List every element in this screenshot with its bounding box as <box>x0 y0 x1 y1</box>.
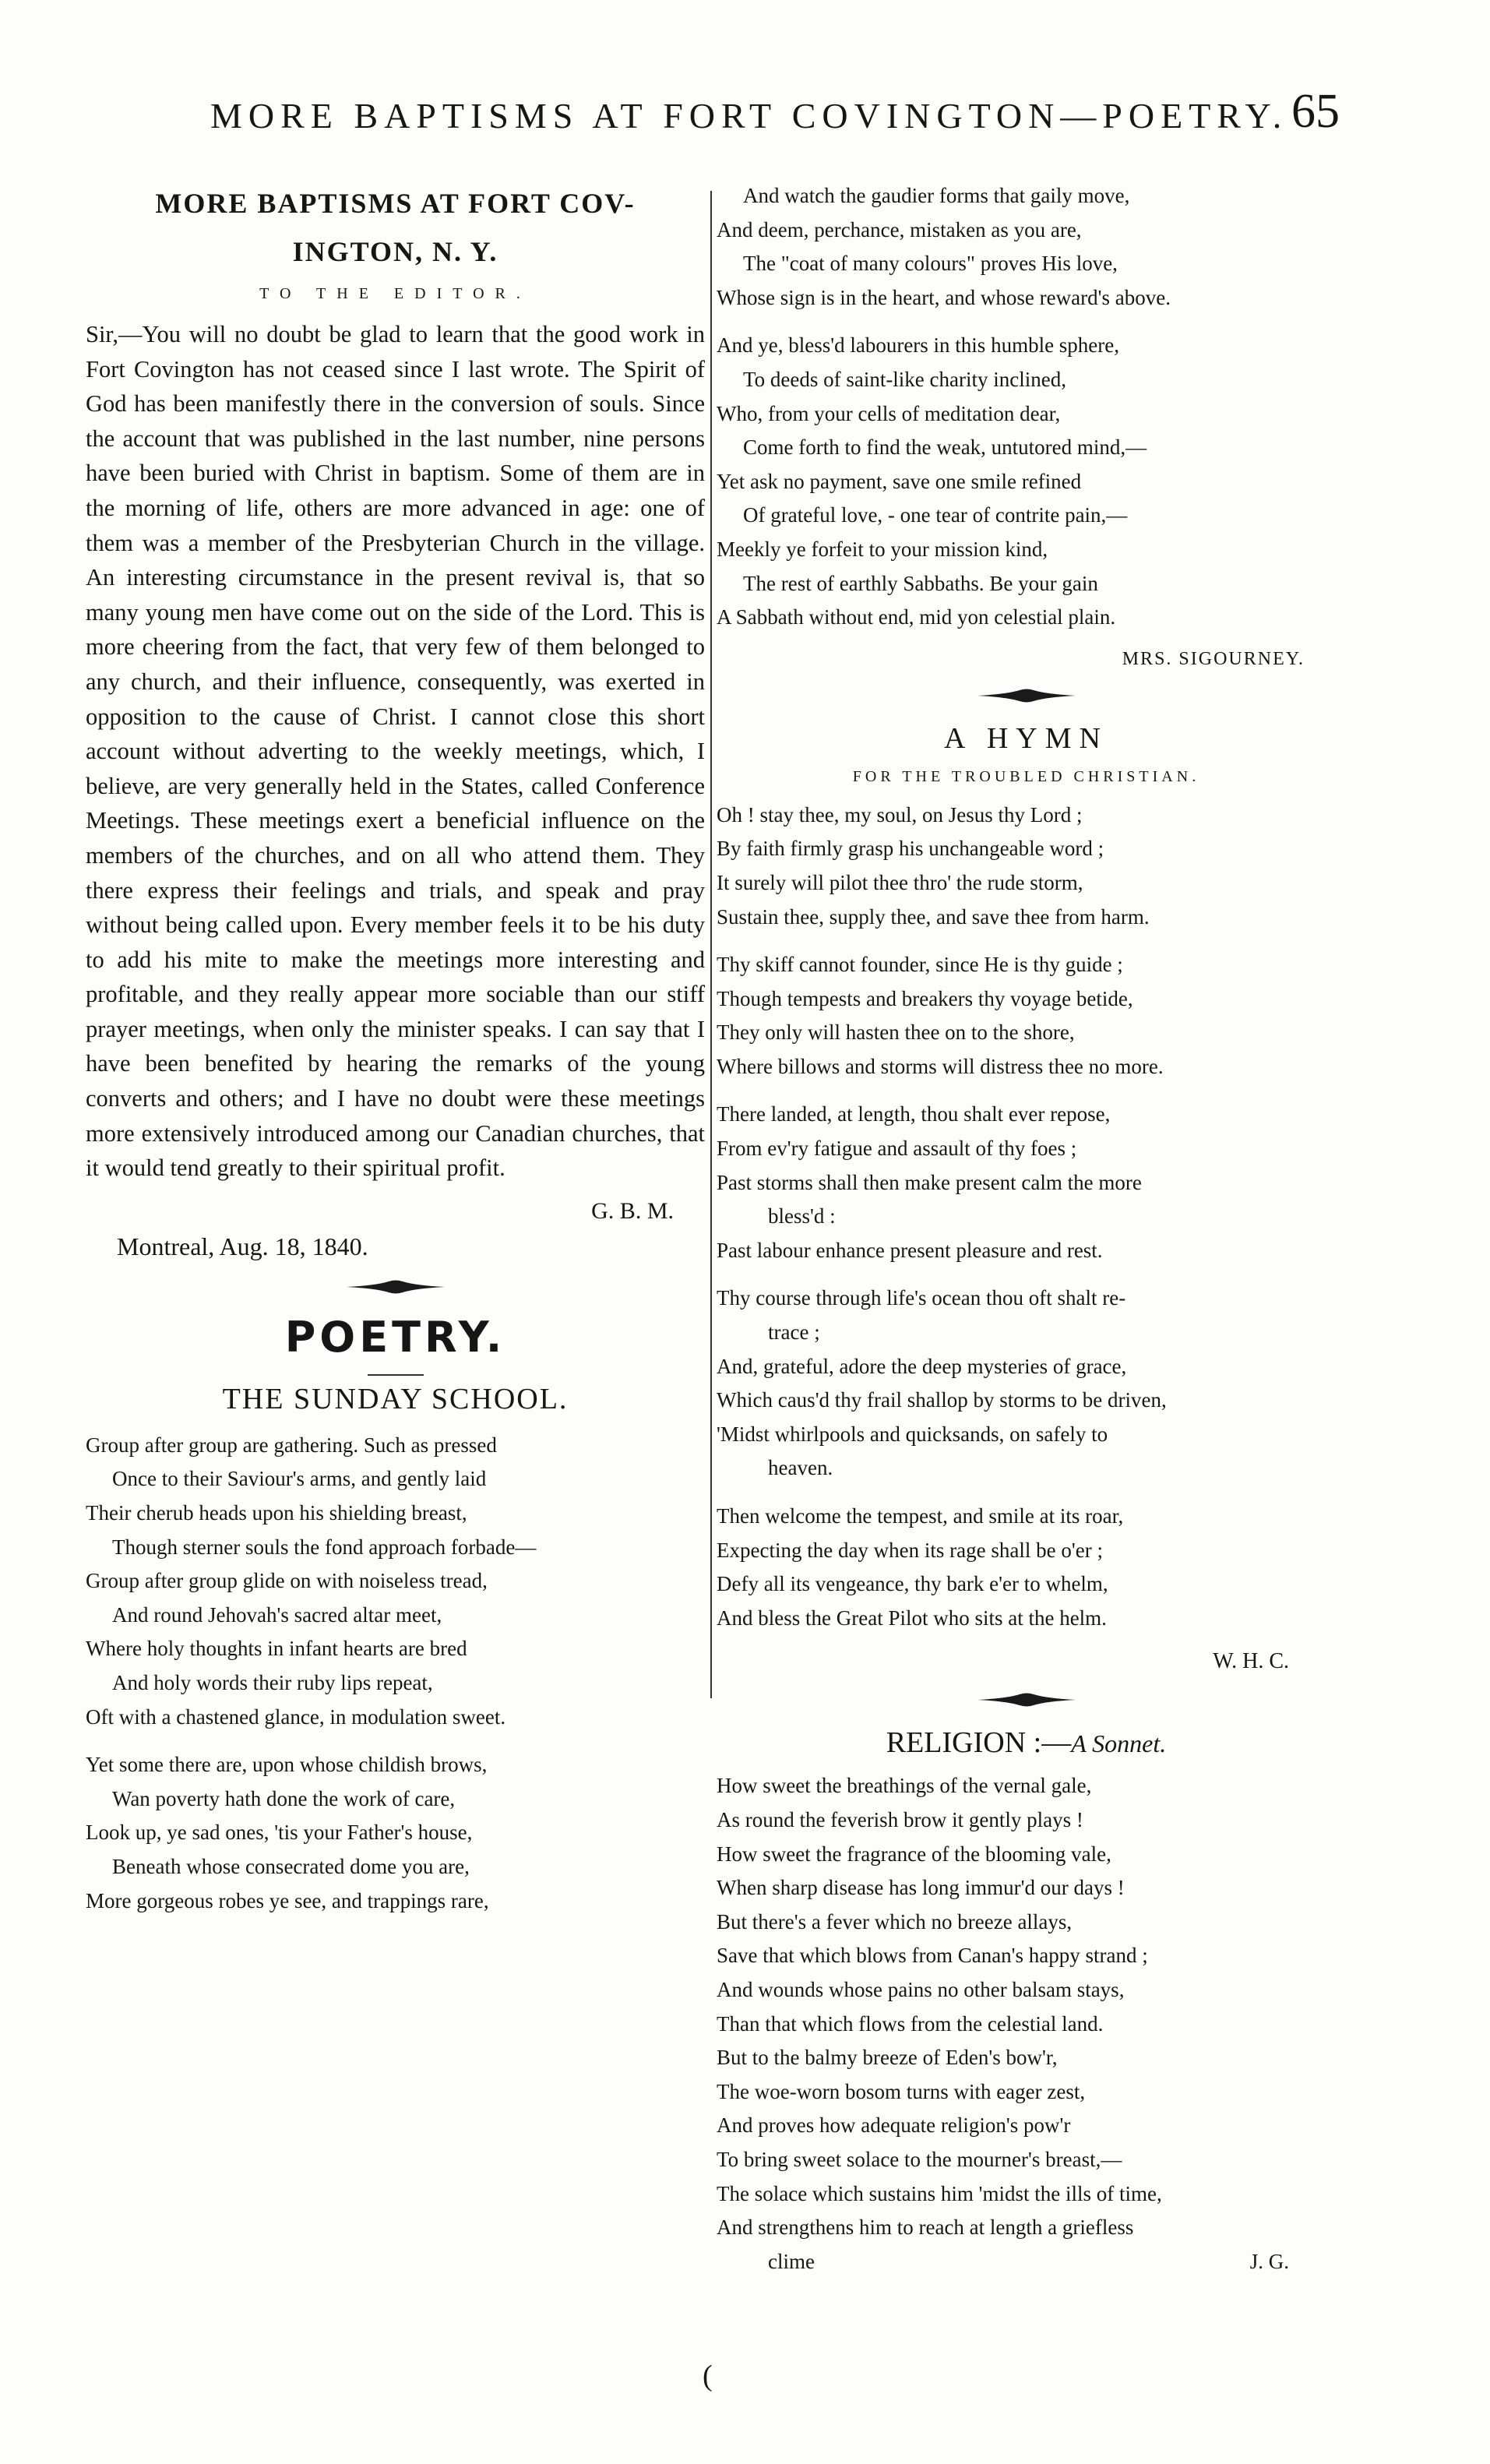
verse-line: Of grateful love, - one tear of contrite pain,— <box>743 503 1128 527</box>
footer-mark: ( <box>703 2360 713 2392</box>
verse-line: As round the feverish brow it gently plays ! <box>717 1807 1083 1831</box>
verse-line: And ye, bless'd labourers in this humble sphere, <box>717 333 1120 358</box>
sonnet-title-italic: A Sonnet. <box>1071 1729 1167 1758</box>
verse-line: Whose sign is in the heart, and whose reward's above. <box>717 285 1171 309</box>
hymn-title: A HYMN <box>944 721 1108 755</box>
verse-line: How sweet the breathings of the vernal gale, <box>717 1774 1092 1798</box>
verse-line: Meekly ye forfeit to your mission kind, <box>717 537 1048 561</box>
hymn-stanza-2 <box>717 948 1336 1084</box>
page-number: 65 <box>1291 85 1340 138</box>
ornament-divider-icon <box>976 687 1077 704</box>
hymn-author: W. H. C. <box>1213 1649 1289 1674</box>
verse-line: The rest of earthly Sabbaths. Be your gain <box>743 571 1098 595</box>
article-body: Sir,—You will no doubt be glad to learn that the good work in Fort Covington has not ceased since I last wrote. The Spirit of God has been manifestly there in the conversion of souls. Since the account that was published in the last number, nine persons have been buried with Christ in baptism. Some of them are in the morning of life, others are more advanced in age: one of them was a member of the Presbyterian Church in the village. An interesting circumstance in the present revival is, that so many young men have come out on the side of the Lord. This is more cheering from the fact, that very few of them belonged to any church, and their influence, consequently, was exerted in opposition to the cause of Christ. I cannot close this short account without adverting to the weekly meetings, which, I believe, are very generally held in the States, called Conference Meetings. These meetings exert a beneficial influence on the members of the churches, and on all who attend them. They there express their feelings and trials, and speak and pray without being called upon. Every member feels it to be his duty to add his mite to make the meetings more interesting and profitable, and they really appear more sociable than our stiff prayer meetings, when only the minister speaks. I can say that I have been benefited by hearing the remarks of the young converts and others; and I have no doubt were these meetings more extensively introduced among our Canadian churches, that it would tend greatly to their spiritual profit. <box>86 321 705 1182</box>
sonnet-title-main: RELIGION :— <box>886 1726 1072 1760</box>
verse-line: The woe-worn bosom turns with eager zest, <box>717 2079 1086 2103</box>
verse-line: bless'd : <box>768 1204 836 1228</box>
right-column <box>717 179 1336 2293</box>
verse-line: Then welcome the tempest, and smile at its roar, <box>717 1504 1124 1528</box>
to-editor-heading: TO THE EDITOR. <box>259 285 531 302</box>
verse-line: There landed, at length, thou shalt ever repose, <box>717 1102 1111 1126</box>
verse-line: Yet ask no payment, save one smile refined <box>717 469 1082 493</box>
verse-line: Who, from your cells of meditation dear, <box>717 401 1061 425</box>
verse-line: Though sterner souls the fond approach forbade— <box>112 1535 537 1559</box>
verse-line: heaven. <box>768 1456 833 1480</box>
verse-line: Which caus'd thy frail shallop by storms to be driven, <box>717 1388 1167 1412</box>
verse-line: And proves how adequate religion's pow'r <box>717 2113 1071 2138</box>
verse-line: Where billows and storms will distress thee no more. <box>717 1054 1164 1078</box>
ornament-divider-icon <box>976 1691 1077 1708</box>
verse-line: And deem, perchance, mistaken as you are, <box>717 217 1082 241</box>
verse-line: Once to their Saviour's arms, and gently laid <box>112 1467 487 1491</box>
verse-line: Come forth to find the weak, untutored mind,— <box>743 435 1147 460</box>
hymn-stanza-5 <box>717 1500 1336 1635</box>
verse-line: From ev'ry fatigue and assault of thy foes ; <box>717 1137 1077 1161</box>
verse-line: Save that which blows from Canan's happy strand ; <box>717 1944 1148 1968</box>
verse-line: Wan poverty hath done the work of care, <box>112 1786 456 1810</box>
sunday-school-title: THE SUNDAY SCHOOL. <box>222 1382 569 1415</box>
sonnet-author: J. G. <box>1249 2249 1289 2273</box>
hymn-stanza-4 <box>717 1281 1336 1486</box>
verse-line: The "coat of many colours" proves His love, <box>743 252 1118 276</box>
article-place-date: Montreal, Aug. 18, 1840. <box>117 1232 368 1260</box>
sunday-school-stanza-2 <box>86 1748 705 1918</box>
verse-line: Defy all its vengeance, thy bark e'er to whelm, <box>717 1572 1108 1596</box>
verse-line: When sharp disease has long immur'd our days ! <box>717 1876 1125 1900</box>
running-head: MORE BAPTISMS AT FORT COVINGTON—POETRY. <box>210 96 1288 136</box>
verse-line: And watch the gaudier forms that gaily move, <box>743 184 1130 207</box>
verse-line: Group after group glide on with noiseless tread, <box>86 1569 488 1593</box>
verse-line: And bless the Great Pilot who sits at the helm. <box>717 1606 1107 1630</box>
verse-line: Where holy thoughts in infant hearts are bred <box>86 1637 467 1661</box>
column-divider <box>710 191 712 1698</box>
verse-line: And wounds whose pains no other balsam stays, <box>717 1977 1125 2001</box>
sunday-school-stanza-3 <box>717 329 1336 634</box>
verse-line: It surely will pilot thee thro' the rude storm, <box>717 870 1083 894</box>
verse-line: And holy words their ruby lips repeat, <box>112 1671 433 1694</box>
hymn-stanza-1 <box>717 798 1336 934</box>
article-title-line2: INGTON, N. Y. <box>292 236 498 267</box>
sunday-school-stanza-2-continued <box>717 179 1336 315</box>
verse-line: How sweet the fragrance of the blooming vale, <box>717 1842 1111 1866</box>
verse-line: Thy skiff cannot founder, since He is thy guide ; <box>717 953 1123 977</box>
verse-line: A Sabbath without end, mid yon celestial plain. <box>717 605 1116 629</box>
hymn-stanza-3 <box>717 1098 1336 1267</box>
verse-line: Sustain thee, supply thee, and save thee from harm. <box>717 904 1150 929</box>
verse-line <box>717 2245 1336 2279</box>
ornament-divider-icon <box>345 1278 446 1295</box>
verse-line: And, grateful, adore the deep mysteries of grace, <box>717 1354 1127 1378</box>
sonnet-title <box>717 1726 1336 1760</box>
verse-line: Thy course through life's ocean thou oft shalt re- <box>717 1286 1126 1310</box>
verse-line-end: clime <box>768 2249 815 2273</box>
sonnet-lines <box>717 1769 1336 2279</box>
verse-line: By faith firmly grasp his unchangeable word ; <box>717 837 1104 861</box>
sunday-school-stanza-1 <box>86 1429 705 1734</box>
verse-line: Look up, ye sad ones, 'tis your Father's house, <box>86 1821 473 1845</box>
verse-line: Group after group are gathering. Such as pressed <box>86 1433 497 1457</box>
verse-line: Yet some there are, upon whose childish brows, <box>86 1753 488 1777</box>
verse-line: And round Jehovah's sacred altar meet, <box>112 1602 442 1627</box>
verse-line: To deeds of saint-like charity inclined, <box>743 367 1066 391</box>
short-rule <box>368 1374 424 1376</box>
article-signature: G. B. M. <box>591 1197 674 1224</box>
article-title-line1: MORE BAPTISMS AT FORT COV- <box>155 188 636 219</box>
verse-line: And strengthens him to reach at length a griefless <box>717 2215 1134 2240</box>
verse-line: Their cherub heads upon his shielding breast, <box>86 1501 467 1525</box>
verse-line: Oh ! stay thee, my soul, on Jesus thy Lord ; <box>717 802 1083 827</box>
verse-line: Past labour enhance present pleasure and rest. <box>717 1238 1103 1262</box>
verse-line: To bring sweet solace to the mourner's breast,— <box>717 2147 1122 2171</box>
verse-line: trace ; <box>768 1320 820 1345</box>
verse-line: The solace which sustains him 'midst the ills of time, <box>717 2181 1162 2205</box>
verse-line: Though tempests and breakers thy voyage betide, <box>717 986 1133 1010</box>
verse-line: Expecting the day when its rage shall be o'er ; <box>717 1538 1103 1562</box>
left-column <box>86 179 705 1932</box>
poetry-heading: POETRY. <box>284 1312 506 1362</box>
verse-line: Oft with a chastened glance, in modulation sweet. <box>86 1704 506 1729</box>
hymn-subtitle: FOR THE TROUBLED CHRISTIAN. <box>852 767 1200 785</box>
sunday-school-author: MRS. SIGOURNEY. <box>1122 648 1305 669</box>
verse-line: They only will hasten thee on to the shore, <box>717 1020 1075 1045</box>
verse-line: 'Midst whirlpools and quicksands, on safely to <box>717 1422 1108 1446</box>
verse-line: But to the balmy breeze of Eden's bow'r, <box>717 2046 1058 2070</box>
verse-line: More gorgeous robes ye see, and trappings rare, <box>86 1888 489 1912</box>
verse-line: Past storms shall then make present calm the more <box>717 1170 1142 1194</box>
verse-line: Beneath whose consecrated dome you are, <box>112 1854 470 1878</box>
verse-line: But there's a fever which no breeze allays, <box>717 1909 1073 1933</box>
verse-line: Than that which flows from the celestial land. <box>717 2011 1104 2036</box>
